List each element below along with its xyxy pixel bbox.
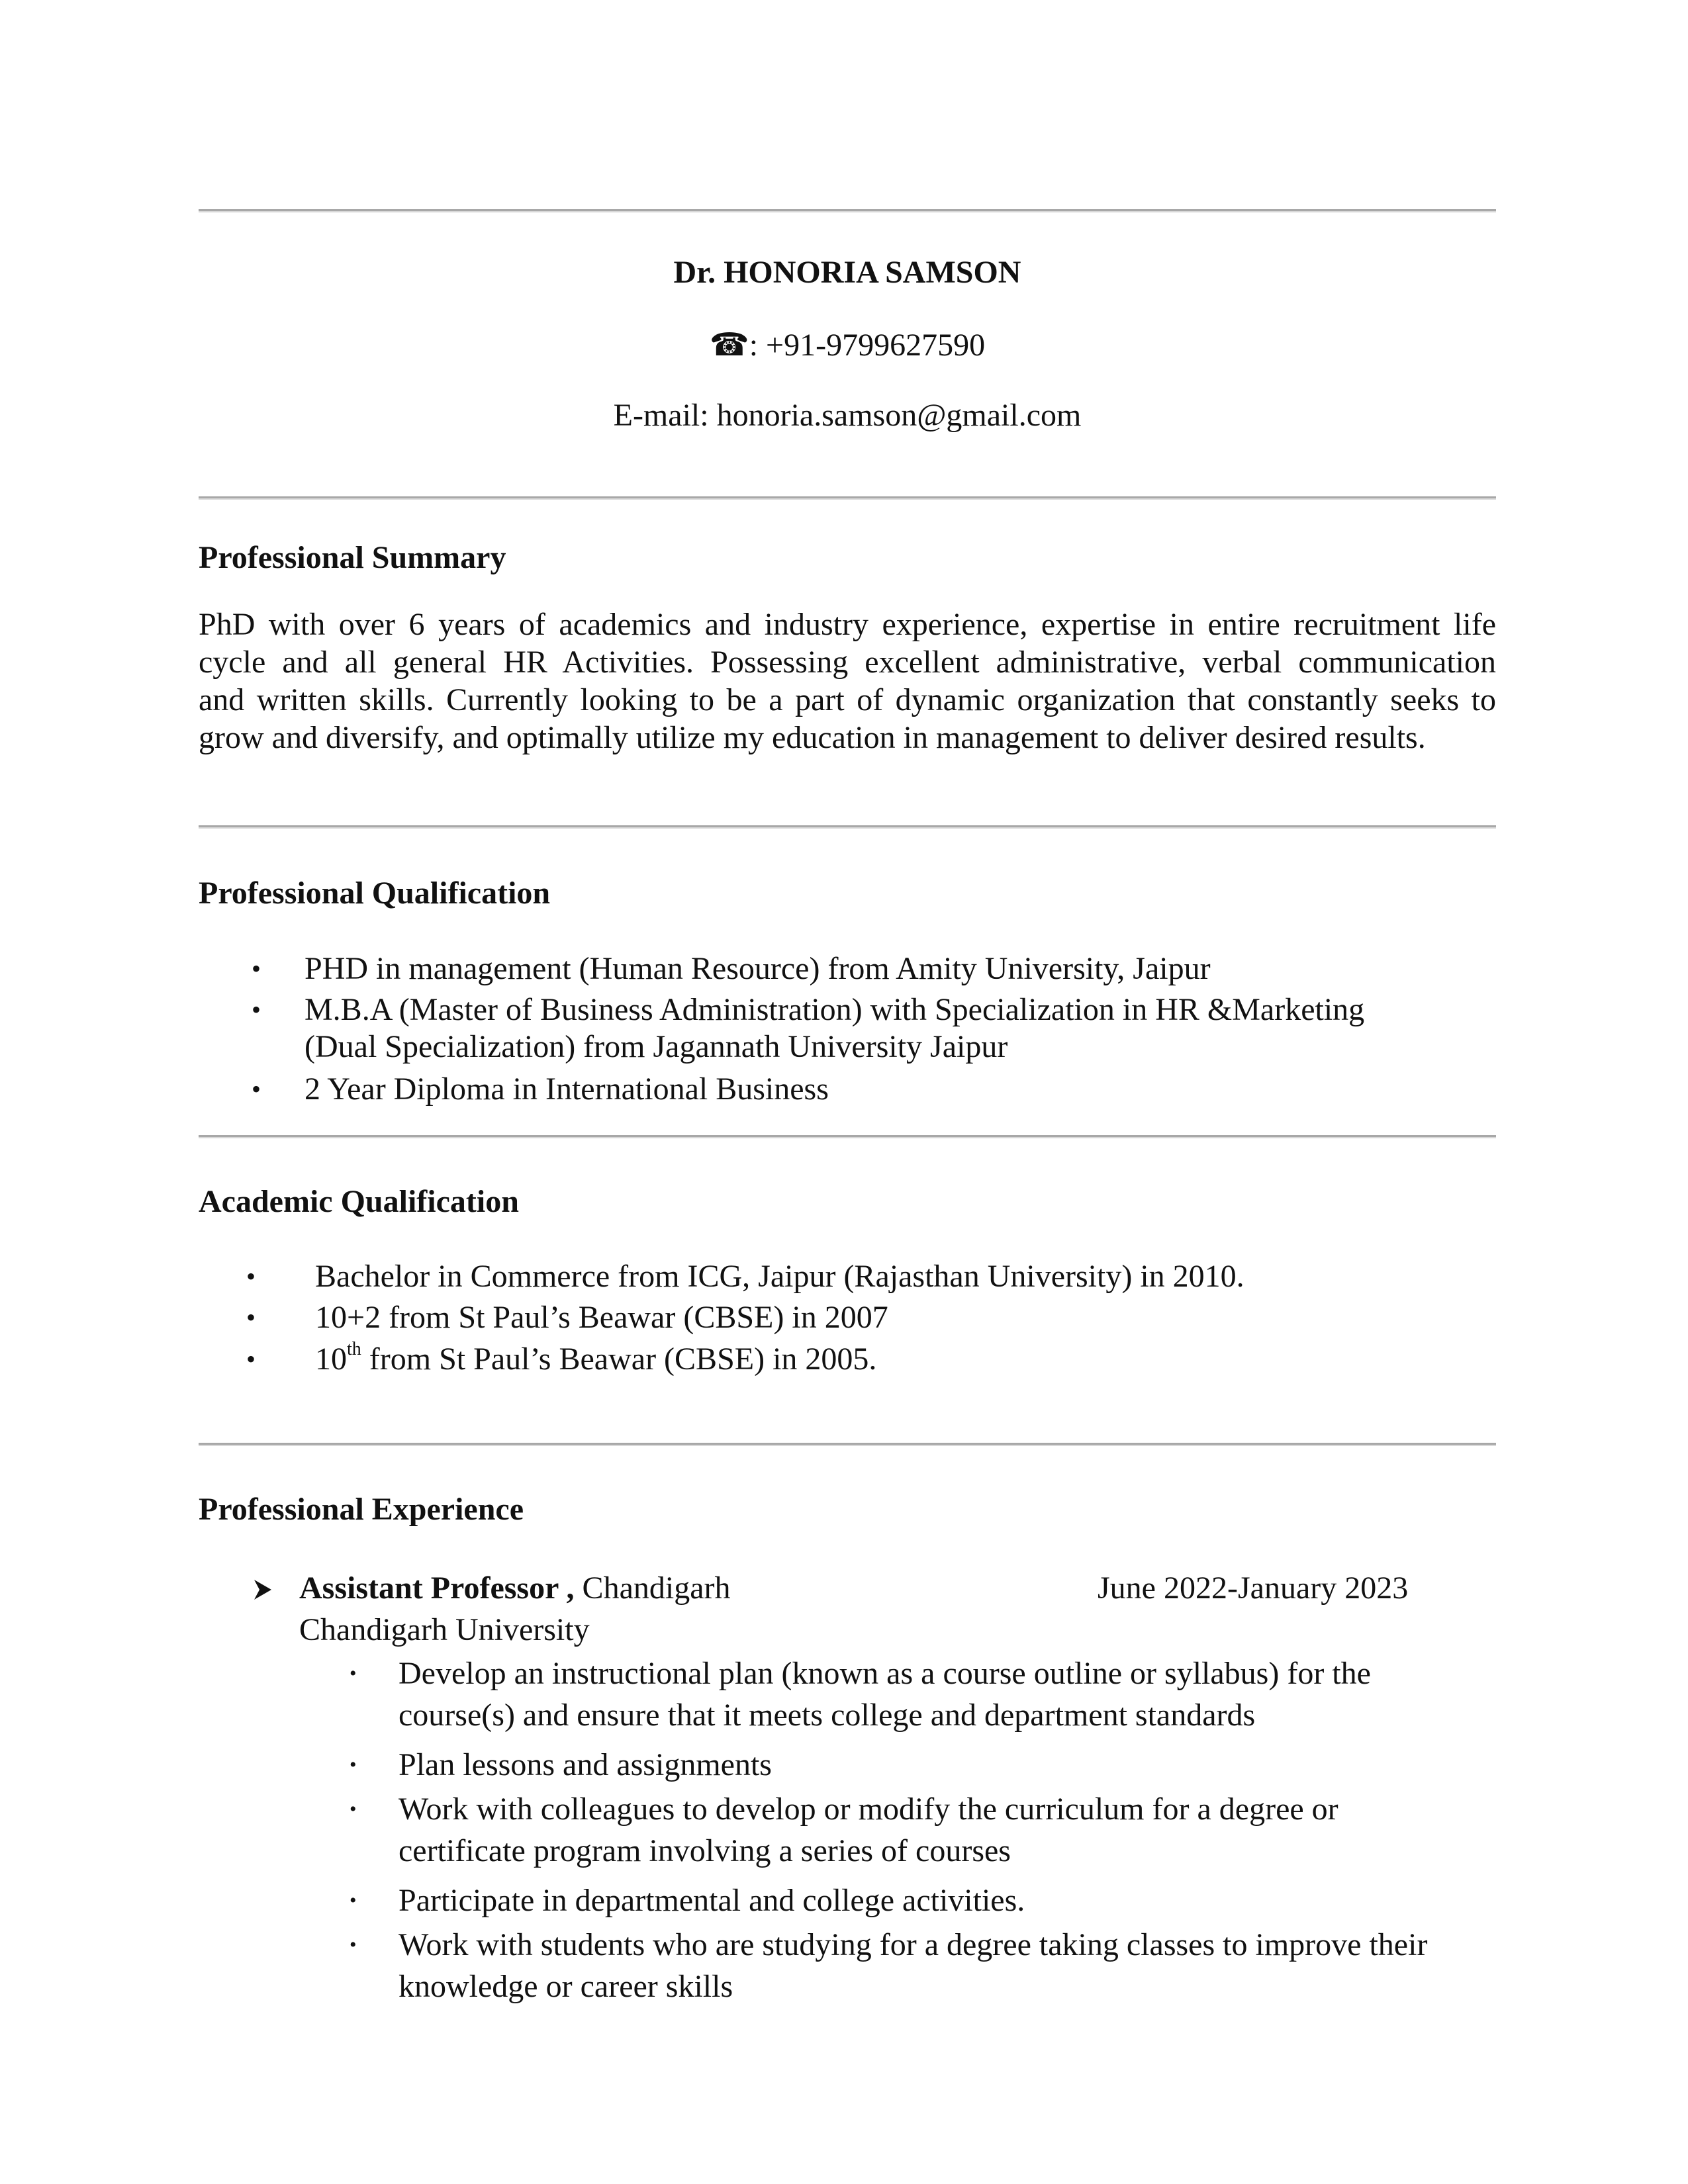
list-item: 2 Year Diploma in International Business [305, 1071, 829, 1107]
job-role: Assistant Professor , [299, 1570, 575, 1606]
bullet-icon: • [252, 995, 261, 1024]
duty-item-continuation: course(s) and ensure that it meets college and department standards [399, 1698, 1256, 1733]
duty-item: Develop an instructional plan (known as a course outline or syllabus) for the [399, 1656, 1371, 1691]
grade-number: 10 [315, 1342, 347, 1377]
phone-number: : +91-9799627590 [749, 328, 986, 363]
duty-item: Participate in departmental and college activities. [399, 1883, 1025, 1918]
duty-item-continuation: knowledge or career skills [399, 1969, 733, 2004]
bullet-icon: • [252, 1074, 261, 1104]
duty-item-continuation: certificate program involving a series of courses [399, 1833, 1011, 1868]
bullet-icon: • [246, 1344, 256, 1374]
candidate-name: Dr. HONORIA SAMSON [673, 255, 1021, 290]
section-heading-professional-qualification: Professional Qualification [199, 876, 551, 911]
summary-line: grow and diversify, and optimally utilize my education in management to deliver desired results. [199, 720, 1426, 755]
duty-item: Work with colleagues to develop or modify the curriculum for a degree or [399, 1792, 1338, 1827]
bullet-icon: • [350, 1934, 357, 1956]
divider-after-summary [199, 825, 1496, 829]
summary-paragraph [199, 606, 1496, 756]
phone-icon: ☎ [709, 328, 749, 363]
job-dates: June 2022-January 2023 [1098, 1570, 1409, 1606]
summary-line: cycle and all general HR Activities. Possessing excellent administrative, verbal communication [199, 645, 1496, 680]
bullet-icon: • [350, 1754, 357, 1776]
list-item: 10+2 from St Paul’s Beawar (CBSE) in 2007 [315, 1300, 888, 1335]
list-item: PHD in management (Human Resource) from Amity University, Jaipur [305, 951, 1211, 986]
bullet-icon: • [252, 954, 261, 983]
divider-after-academic-qualification [199, 1443, 1496, 1446]
bullet-icon: • [350, 1798, 357, 1820]
ordinal-suffix: th [347, 1339, 361, 1359]
email-line: E-mail: honoria.samson@gmail.com [613, 398, 1082, 433]
bullet-icon: • [246, 1261, 256, 1291]
duty-item: Plan lessons and assignments [399, 1747, 772, 1782]
phone-line [199, 327, 1496, 364]
arrow-bullet-icon [253, 1578, 273, 1601]
job-title-line [299, 1569, 731, 1608]
list-item [315, 1340, 876, 1379]
list-item: Bachelor in Commerce from ICG, Jaipur (Rajasthan University) in 2010. [315, 1259, 1244, 1294]
summary-line: PhD with over 6 years of academics and industry experience, expertise in entire recruitment life [199, 607, 1496, 642]
employer-name: Chandigarh University [299, 1612, 590, 1647]
list-item: M.B.A (Master of Business Administration) with Specialization in HR &Marketing [305, 992, 1365, 1027]
bullet-icon: • [246, 1302, 256, 1332]
divider-after-professional-qualification [199, 1135, 1496, 1138]
list-item-continuation: (Dual Specialization) from Jagannath University Jaipur [305, 1029, 1008, 1064]
bullet-icon: • [350, 1889, 357, 1911]
divider-top [199, 209, 1496, 212]
summary-line: and written skills. Currently looking to be a part of dynamic organization that constantly seeks to [199, 682, 1496, 717]
grade-detail: from St Paul’s Beawar (CBSE) in 2005. [361, 1342, 877, 1377]
section-heading-summary: Professional Summary [199, 540, 506, 575]
section-heading-academic-qualification: Academic Qualification [199, 1184, 519, 1219]
resume-page [199, 0, 1496, 2184]
duty-item: Work with students who are studying for a degree taking classes to improve their [399, 1927, 1428, 1962]
divider-after-header [199, 496, 1496, 500]
job-location: Chandigarh [574, 1570, 731, 1606]
bullet-icon: • [350, 1662, 357, 1684]
section-heading-experience: Professional Experience [199, 1492, 524, 1527]
